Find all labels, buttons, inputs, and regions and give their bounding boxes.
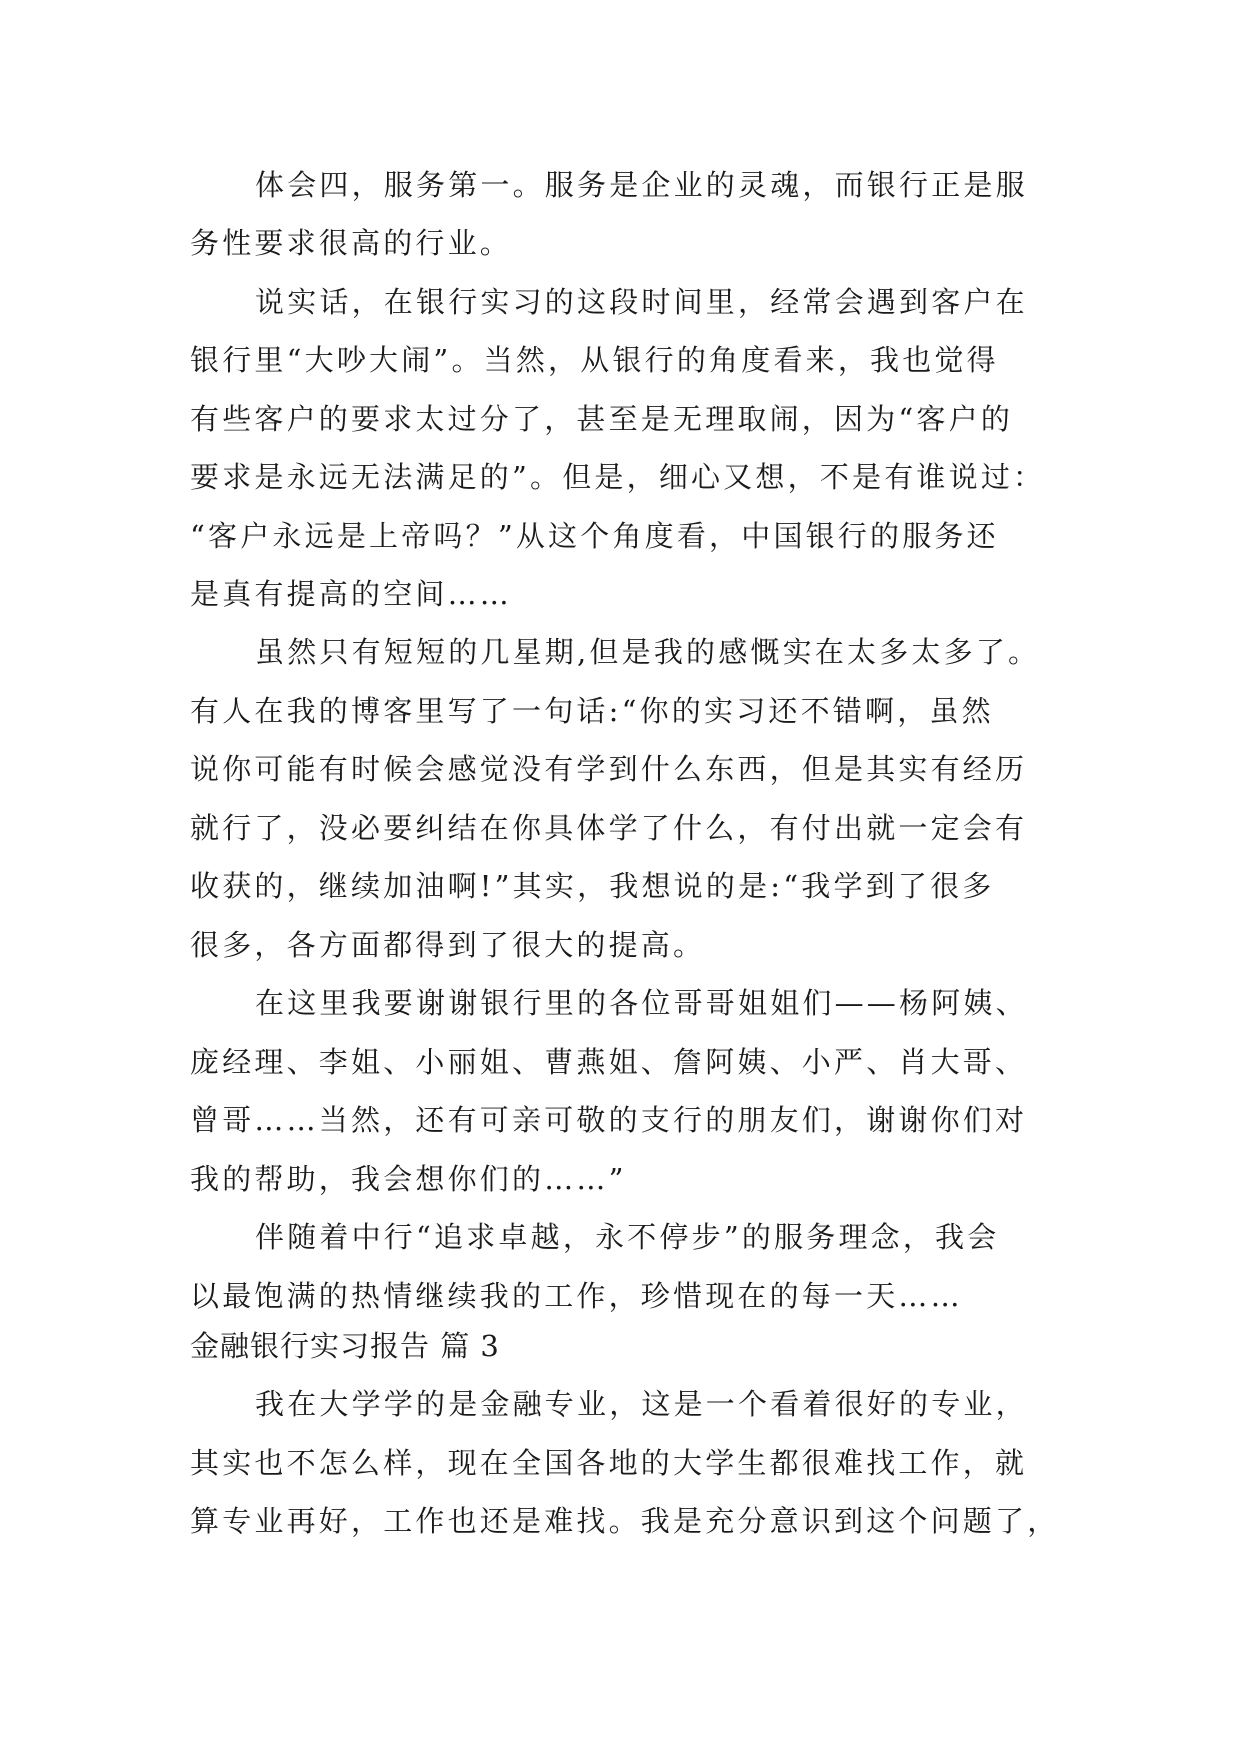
text-line: 说实话，在银行实习的这段时间里，经常会遇到客户在 [255, 285, 1028, 319]
text-line: 体会四，服务第一。服务是企业的灵魂，而银行正是服 [255, 168, 1028, 202]
text-line: 我的帮助，我会想你们的……” [190, 1162, 627, 1196]
text-line: 要求是永远无法满足的”。但是，细心又想，不是有谁说过： [190, 460, 1046, 494]
text-line: 有些客户的要求太过分了，甚至是无理取闹，因为“客户的 [190, 402, 1014, 436]
text-line: 在这里我要谢谢银行里的各位哥哥姐姐们——杨阿姨、 [255, 986, 1028, 1020]
text-line: 其实也不怎么样，现在全国各地的大学生都很难找工作，就 [190, 1446, 1028, 1480]
section-heading: 金融银行实习报告 篇 3 [190, 1329, 500, 1363]
text-line: 是真有提高的空间…… [190, 577, 513, 611]
text-line: 算专业再好，工作也还是难找。我是充分意识到这个问题了， [190, 1504, 1060, 1538]
text-line: 以最饱满的热情继续我的工作，珍惜现在的每一天…… [190, 1279, 963, 1313]
text-line: 我在大学学的是金融专业，这是一个看着很好的专业， [255, 1387, 1028, 1421]
text-line: 虽然只有短短的几星期,但是我的感慨实在太多太多了。 [255, 635, 1041, 669]
text-line: “客户永远是上帝吗？”从这个角度看，中国银行的服务还 [190, 519, 999, 553]
text-line: 务性要求很高的行业。 [190, 226, 513, 260]
text-line: 曾哥……当然，还有可亲可敬的支行的朋友们，谢谢你们对 [190, 1103, 1028, 1137]
text-line: 伴随着中行“追求卓越，永不停步”的服务理念，我会 [255, 1220, 1000, 1254]
text-line: 银行里“大吵大闹”。当然，从银行的角度看来，我也觉得 [190, 343, 999, 377]
text-line: 收获的，继续加油啊!”其实，我想说的是:“我学到了很多 [190, 869, 995, 903]
text-line: 有人在我的博客里写了一句话:“你的实习还不错啊，虽然 [190, 694, 994, 728]
text-line: 庞经理、李姐、小丽姐、曹燕姐、詹阿姨、小严、肖大哥、 [190, 1045, 1028, 1079]
text-line: 就行了，没必要纠结在你具体学了什么，有付出就一定会有 [190, 811, 1028, 845]
text-line: 很多，各方面都得到了很大的提高。 [190, 928, 706, 962]
text-line: 说你可能有时候会感觉没有学到什么东西，但是其实有经历 [190, 752, 1028, 786]
